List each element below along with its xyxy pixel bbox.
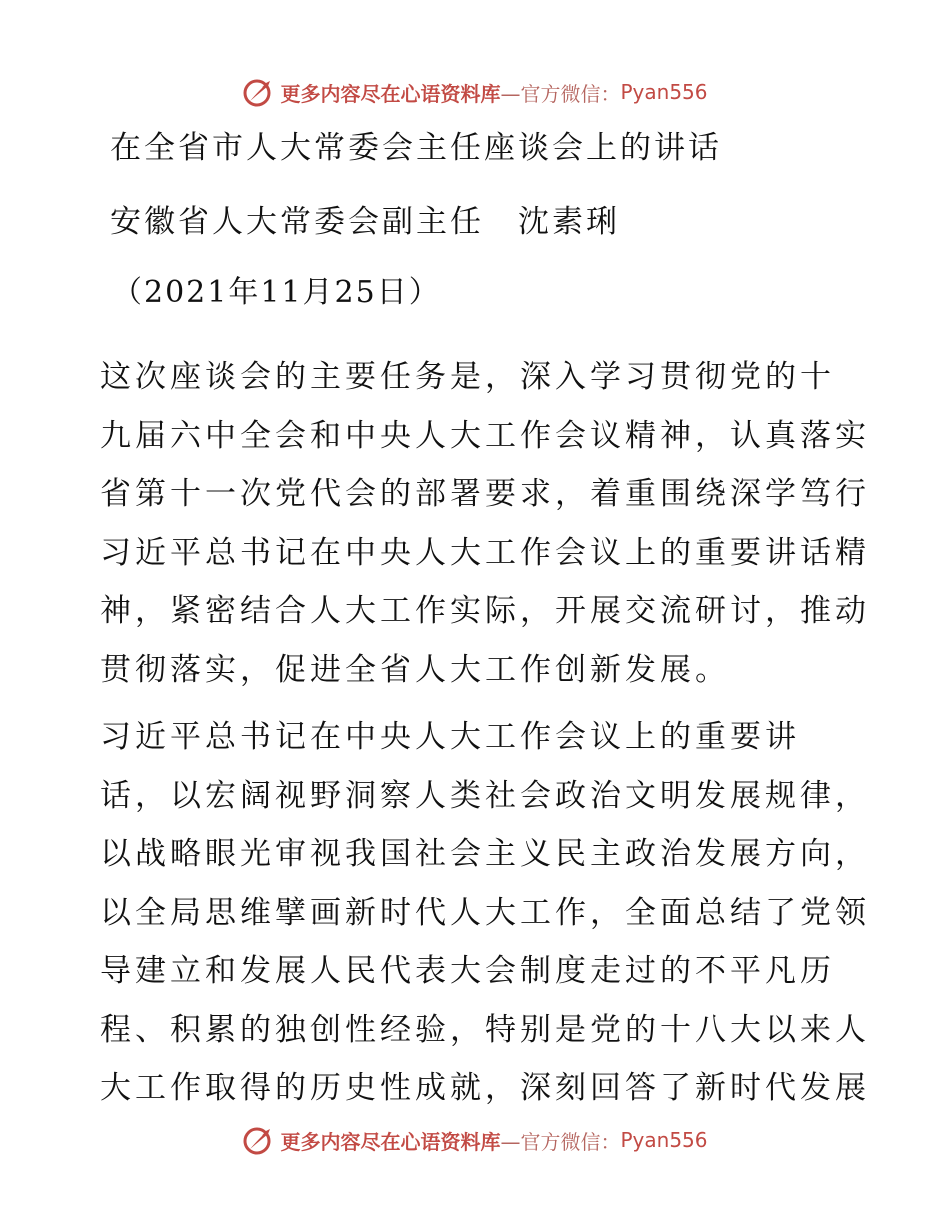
document-title: 在全省市人大常委会主任座谈会上的讲话 — [110, 130, 722, 166]
quill-logo-icon — [242, 75, 276, 109]
paragraph-line: 习近平总书记在中央人大工作会议上的重要讲话精 — [100, 534, 870, 571]
watermark-id: Pyan556 — [620, 80, 708, 104]
watermark-footer — [0, 1118, 950, 1162]
paragraph-line: 大工作取得的历史性成就，深刻回答了新时代发展 — [100, 1070, 870, 1106]
paragraph-line: 导建立和发展人民代表大会制度走过的不平凡历 — [100, 953, 835, 989]
paragraph-1 — [100, 348, 870, 699]
document-date: （2021年11月25日） — [112, 275, 441, 310]
paragraph-line: 神，紧密结合人大工作实际，开展交流研讨，推动 — [100, 593, 870, 629]
watermark-separator: —官方微信： — [500, 1129, 621, 1154]
quill-logo-icon — [242, 1123, 276, 1157]
paragraph-line: 省第十一次党代会的部署要求，着重围绕深学笃行 — [100, 476, 870, 512]
watermark-header — [0, 70, 950, 114]
document-author: 安徽省人大常委会副主任 沈素琍 — [110, 204, 620, 240]
paragraph-line: 九届六中全会和中央人大工作会议精神，认真落实 — [100, 417, 870, 454]
paragraph-line: 以战略眼光审视我国社会主义民主政治发展方向， — [100, 836, 870, 872]
paragraph-line: 习近平总书记在中央人大工作会议上的重要讲 — [100, 719, 800, 755]
watermark-main-text: 更多内容尽在心语资料库 — [280, 1129, 501, 1154]
watermark-separator: —官方微信： — [500, 81, 621, 106]
paragraph-line: 话，以宏阔视野洞察人类社会政治文明发展规律， — [100, 777, 870, 814]
paragraph-line: 这次座谈会的主要任务是，深入学习贯彻党的十 — [100, 359, 835, 395]
watermark-main-text: 更多内容尽在心语资料库 — [280, 81, 501, 106]
paragraph-line: 程、积累的独创性经验，特别是党的十八大以来人 — [100, 1011, 870, 1048]
watermark-id: Pyan556 — [620, 1128, 708, 1152]
paragraph-line: 贯彻落实，促进全省人大工作创新发展。 — [100, 651, 730, 688]
paragraph-line: 以全局思维擘画新时代人大工作，全面总结了党领 — [100, 894, 870, 931]
paragraph-2 — [100, 708, 870, 1118]
